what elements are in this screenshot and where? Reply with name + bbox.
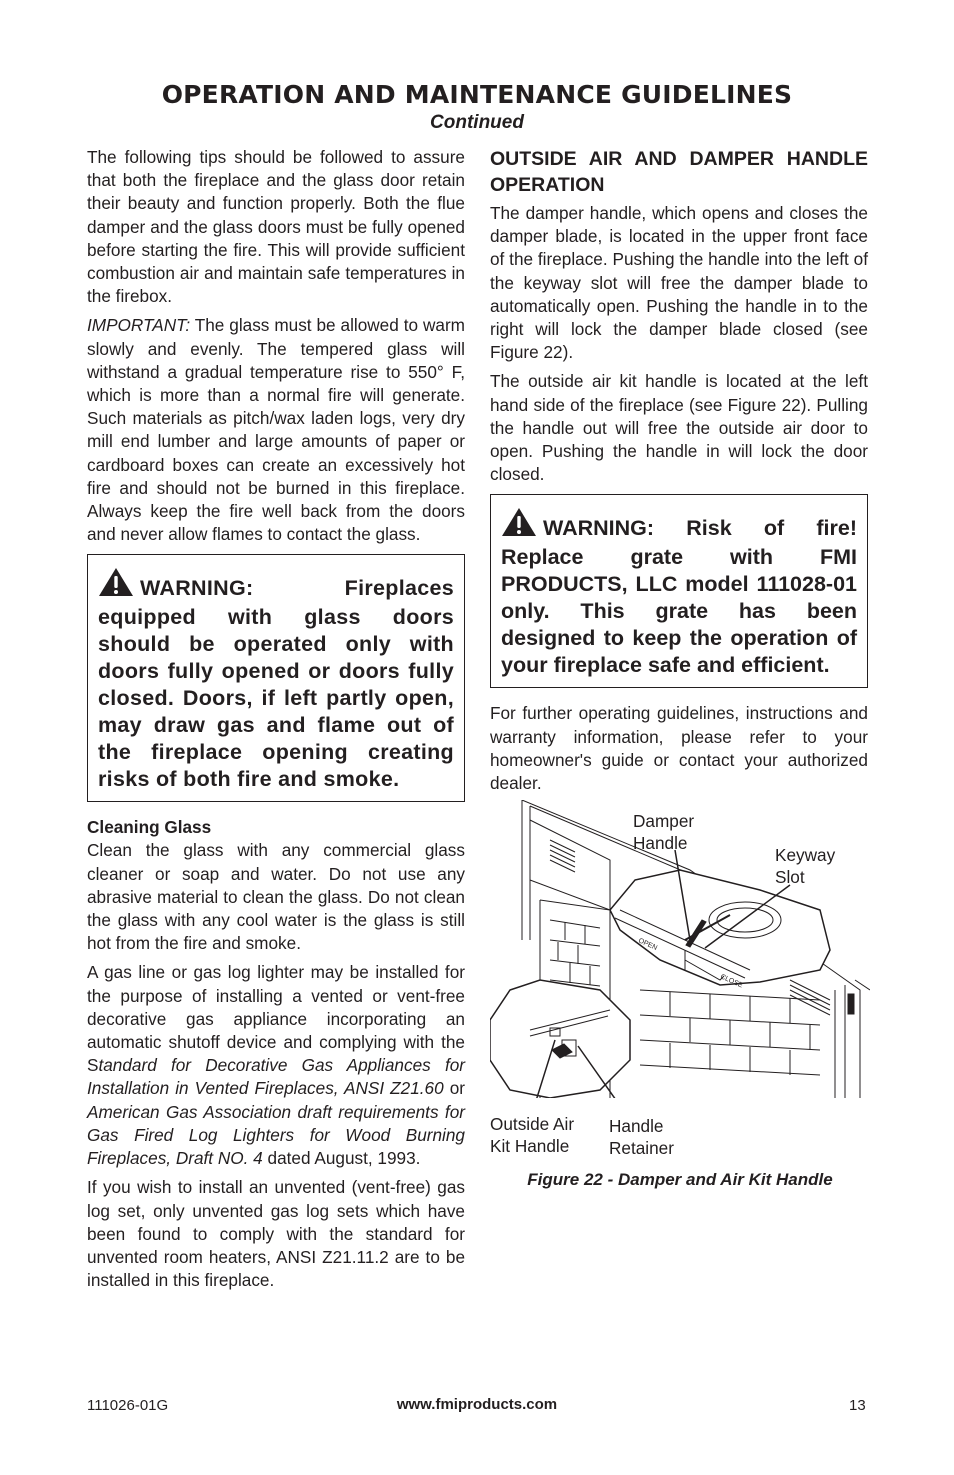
figure-caption: Figure 22 - Damper and Air Kit Handle xyxy=(527,1170,833,1189)
important-text: The glass must be allowed to warm slowly and evenly. The tempered glass will withstand a gradual temperature rise to 550° F, which is more than a normal fire will generate. Such materials as pitch/wax laden logs, very dry mill end lumber and large amounts of paper or cardboard boxes can create an excessively hot fire and should not be burned in this fireplace. Always keep the fire well back from the doors and never allow flames to contact the glass. xyxy=(87,315,465,545)
cleaning-glass-paragraph: Clean the glass with any commercial glass cleaner or soap and water. Do not use any abrasive material to clean the glass. Do not clean the glass with any cool water is the glass is still hot from the fire and smoke. xyxy=(87,840,465,954)
page-subtitle: Continued xyxy=(430,112,524,133)
outside-air-paragraph: The outside air kit handle is located at the left hand side of the fireplace (see Figure 22). Pulling the handle out will free the outside air door to open. Pushing the handle in will lock the door closed. xyxy=(490,371,868,485)
important-lead: IMPORTANT: xyxy=(87,315,191,336)
outside-air-heading: OUTSIDE AIR AND DAMPER HANDLE OPERATION xyxy=(490,148,868,196)
right-column xyxy=(490,146,868,801)
gas-lighter-paragraph xyxy=(87,961,465,1170)
damper-air-kit-figure xyxy=(490,800,870,1098)
important-paragraph xyxy=(87,314,465,546)
aga-citation: American Gas Association draft requirements for Gas Fired Log Lighters for Wood Burning Fireplaces, Draft NO. 4 xyxy=(87,1101,465,1169)
handle-retainer-label: Handle Retainer xyxy=(609,1116,674,1158)
damper-handle-paragraph: The damper handle, which opens and closes the damper blade, is located in the upper front face of the fireplace. Pushing the handle into the left of the keyway slot will free the damper blade to automatically open. Pushing the handle in to the right will lock the damper blade closed (see Figure 22). xyxy=(490,203,868,363)
gas-lighter-text-e: dated August, 1993. xyxy=(262,1148,421,1169)
further-guidelines-paragraph: For further operating guidelines, instructions and warranty information, please refer to your homeowner's guide or contact your authorized dealer. xyxy=(490,703,868,794)
glass-door-warning xyxy=(98,567,454,793)
close-mark: CLOSE xyxy=(719,973,744,990)
gas-lighter-text-or: or xyxy=(443,1078,466,1099)
standard-citation: tandard for Decorative Gas Appliances for Installation in Vented Fireplaces, ANSI Z21.60 xyxy=(87,1055,465,1099)
page-title: OPERATION AND MAINTENANCE GUIDELINES xyxy=(161,80,793,109)
website-link[interactable]: www.fmiproducts.com xyxy=(396,1396,558,1413)
grate-warning-box xyxy=(490,494,868,688)
grate-warning xyxy=(501,507,857,679)
glass-door-warning-text: WARNING: Fireplaces equipped with glass doors should be operated only with doors fully opened or doors fully closed. Doors, if left partly open, may draw gas and flame out of the fireplace opening creating risks of both fire and smoke. xyxy=(98,576,454,792)
glass-door-warning-box xyxy=(87,554,465,802)
left-column xyxy=(87,146,465,1298)
document-number: 111026-01G xyxy=(87,1397,169,1414)
page-number: 13 xyxy=(849,1397,866,1414)
outside-air-kit-handle-label: Outside Air Kit Handle xyxy=(490,1114,575,1156)
warning-triangle-icon xyxy=(501,507,537,544)
warning-triangle-icon xyxy=(98,567,134,604)
keyway-slot-label: Keyway Slot xyxy=(775,845,836,887)
damper-handle-label: Damper Handle xyxy=(633,811,695,853)
unvented-paragraph: If you wish to install an unvented (vent-free) gas log set, only unvented gas log sets which have been found to comply with the standard for unvented room heaters, ANSI Z21.11.2 are to be installed in this fireplace. xyxy=(87,1177,465,1291)
grate-warning-text: WARNING: Risk of fire! Replace grate with FMI PRODUCTS, LLC model 111028-01 only. This grate has been designed to keep the operation of your fireplace safe and efficient. xyxy=(501,516,857,678)
gas-lighter-text-a: A gas line or gas log lighter may be installed for the purpose of installing a vented or vent-free decorative gas appliance incorporating an automatic shutoff device and complying with the S xyxy=(87,962,465,1076)
cleaning-glass-heading: Cleaning Glass xyxy=(87,817,212,838)
intro-paragraph: The following tips should be followed to assure that both the fireplace and the glass door retain their beauty and function properly. Both the flue damper and the glass doors must be fully opened before starting the fire. This will provide sufficient combustion air and maintain safe temperatures in the firebox. xyxy=(87,147,465,307)
open-mark: OPEN xyxy=(637,937,659,952)
